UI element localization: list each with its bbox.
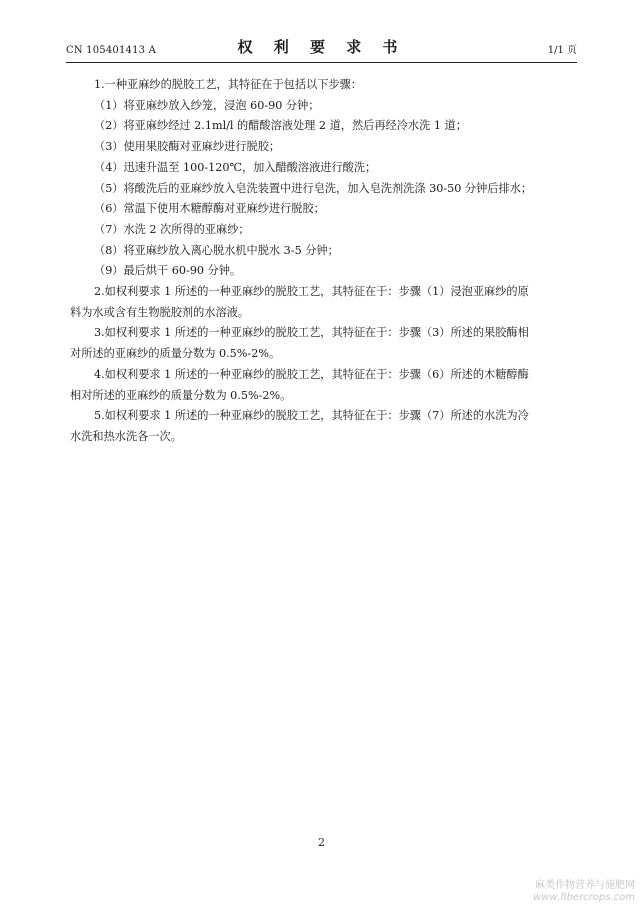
claim-2-line-2: 料为水或含有生物脱胶剂的水溶液。 [70,305,250,319]
claim-1-step-4: （4）迅速升温至 100-120℃，加入醋酸溶液进行酸洗； [94,160,377,174]
watermark [533,880,635,904]
document-title: 权 利 要 求 书 [237,38,406,56]
claim-5-line-1: 5.如权利要求 1 所述的一种亚麻纱的脱胶工艺，其特征在于：步骤（7）所述的水洗为冷 [94,409,529,423]
claim-1-step-3: （3）使用果胶酶对亚麻纱进行脱胶； [94,140,281,154]
claim-4-line-2: 相对所述的亚麻纱的质量分数为 0.5%-2%。 [70,388,292,402]
claim-1-step-1: （1）将亚麻纱放入纱笼，浸泡 60-90 分钟； [94,98,320,112]
claim-1-intro: 1.一种亚麻纱的脱胶工艺，其特征在于包括以下步骤： [94,78,362,91]
claims-body [70,75,581,448]
claim-3-line-2: 对所述的亚麻纱的质量分数为 0.5%-2%。 [70,347,281,361]
watermark-url: www.fibercrops.com [533,892,635,903]
page-number: 2 [318,836,325,849]
page-count: 1/1 页 [547,45,577,56]
claim-5-line-2: 水洗和热水洗各一次。 [70,429,182,443]
claim-1-step-6: （6）常温下使用木糖醇酶对亚麻纱进行脱胶； [94,202,325,216]
claim-1-step-5: （5）将酸洗后的亚麻纱放入皂洗装置中进行皂洗，加入皂洗剂洗涤 30-50 分钟后排水； [94,181,533,195]
claim-2-line-1: 2.如权利要求 1 所述的一种亚麻纱的脱胶工艺，其特征在于：步骤（1）浸泡亚麻纱的原 [94,285,529,299]
claim-1-step-8: （8）将亚麻纱放入离心脱水机中脱水 3-5 分钟； [94,243,339,257]
watermark-text: 麻类作物营养与施肥网 [535,880,635,891]
document-header [66,32,577,63]
claim-4-line-1: 4.如权利要求 1 所述的一种亚麻纱的脱胶工艺，其特征在于：步骤（6）所述的木糖醇酶 [94,367,529,381]
claim-1-step-7: （7）水洗 2 次所得的亚麻纱； [94,222,250,236]
claim-1-step-2: （2）将亚麻纱经过 2.1ml/l 的醋酸溶液处理 2 道，然后再经冷水洗 1 道； [94,119,467,133]
claim-1-step-9: （9）最后烘干 60-90 分钟。 [94,264,242,278]
publication-number: CN 105401413 A [66,45,157,56]
claim-3-line-1: 3.如权利要求 1 所述的一种亚麻纱的脱胶工艺，其特征在于：步骤（3）所述的果胶酶相 [94,326,529,340]
